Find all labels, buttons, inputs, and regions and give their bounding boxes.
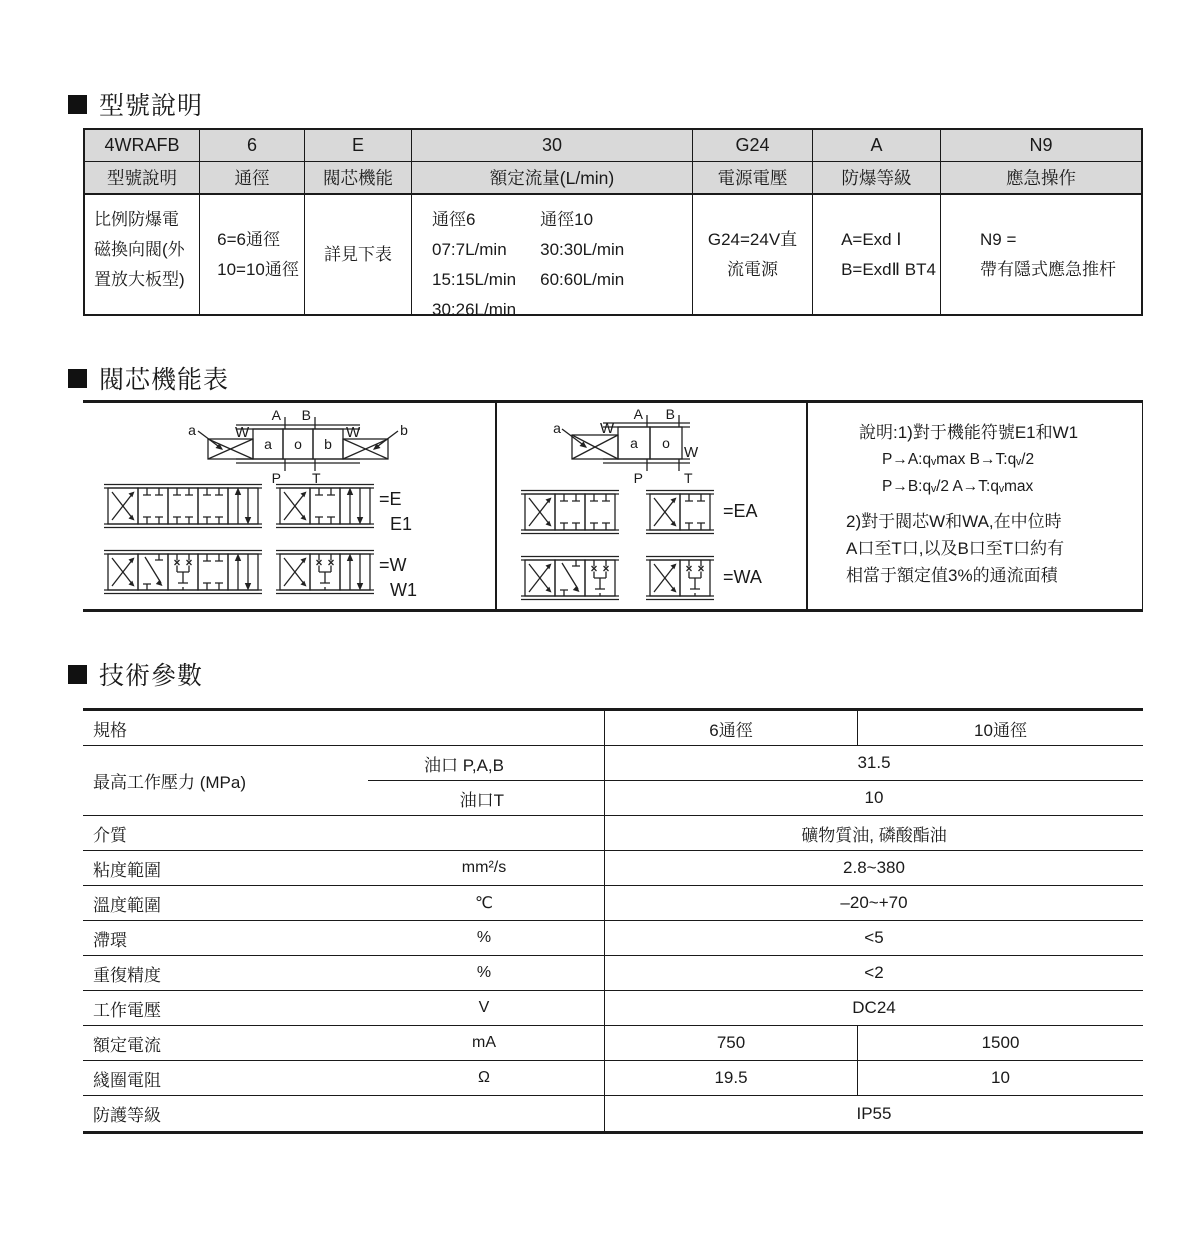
table-row [83,746,1143,816]
code-cell: 4WRAFB [85,130,200,162]
table-row [83,711,1143,746]
port-label: T [312,470,321,486]
param-name: 防護等級 [93,1106,161,1125]
model-code-table [83,128,1143,319]
spool-note-cell: 詳見下表 [305,195,412,314]
flow-line: 60:60L/min [540,270,625,289]
spring-label: W [346,424,361,441]
column-header-size6: 6通徑 [605,711,858,745]
section-title: 型號說明 [99,92,204,120]
param-name: 額定電流 [93,1035,161,1055]
section-heading-spool [68,360,229,396]
label-cell: 電源電壓 [693,162,813,195]
table-row [83,921,1143,956]
note-line: 說明:1)對于機能符號E1和W1 [859,423,1079,442]
position-label: a [264,436,272,452]
size-option: 10=10通徑 [217,259,299,279]
param-value: 礦物質油, 磷酸酯油 [801,825,947,845]
spool-symbol-w-long [103,549,263,595]
table-row [83,1096,1143,1131]
sub-param-name: 油口T [368,781,605,815]
column-divider [495,403,497,609]
table-row [83,886,1143,921]
port-label: B [301,407,311,423]
spool-symbol-ea-long [520,489,620,535]
spool-symbol-e-long [103,483,263,529]
param-value: 10 [864,788,884,807]
flow-line: 15:15L/min [432,270,517,289]
param-value: 31.5 [857,753,891,772]
spool-code-wa: =WA [723,567,762,587]
table-row [83,991,1143,1026]
spool-symbol-wa-long [520,555,620,601]
param-value: <2 [864,963,884,982]
param-unit: mA [472,1034,496,1051]
label-cell: 防爆等級 [813,162,941,195]
spool-code-line: W1 [390,580,417,600]
param-value: 2.8~380 [843,858,905,877]
flow-options-cell [412,195,693,319]
label-cell: 型號說明 [85,162,200,195]
param-name: 介質 [93,825,127,845]
port-label: A [633,406,643,422]
param-name: 溫度範圍 [93,895,161,915]
param-value: <5 [864,928,884,947]
param-name: 重復精度 [93,965,161,985]
section-marker-icon [68,95,87,114]
label-cell: 閥芯機能 [305,162,412,195]
param-value-size10: 1500 [981,1033,1020,1052]
tech-parameters-table [83,708,1143,1134]
solenoid-label: a [188,422,196,438]
table-row [83,816,1143,851]
position-label: o [294,436,302,452]
note-line: 相當于額定值3%的通流面積 [846,566,1058,585]
voltage-cell [693,195,813,314]
spool-code-line: =W [379,555,407,575]
flow-line: 通徑10 [540,210,594,229]
section-marker-icon [68,665,87,684]
flow-size6-list [432,205,516,325]
code-cell: A [813,130,941,162]
flow-line: 30:26L/min [432,300,517,319]
port-label: A [271,407,281,423]
column-header-size10: 10通徑 [974,720,1027,740]
spool-code-e [379,487,412,537]
spool-code-line: =E [379,489,402,509]
table-subrow [368,781,1143,815]
emergency-line: N9 = [980,229,1017,249]
product-description-cell: 比例防爆電磁換向閥(外置放大板型) [85,195,200,314]
code-cell: N9 [941,130,1141,162]
position-label: b [324,436,332,452]
code-cell: E [305,130,412,162]
code-cell: 6 [200,130,305,162]
valve-schematic-3pos [178,407,418,487]
column-divider [806,403,808,609]
position-label: o [662,435,670,451]
note-line: P→B:qᵥ/2 A→T:qᵥmax [882,478,1034,495]
solenoid-label: b [400,422,408,438]
param-unit: % [476,929,492,946]
spool-code-w [379,553,417,603]
solenoid-label: a [553,420,561,436]
section-title: 閥芯機能表 [99,366,230,394]
spool-symbol-wa-short [645,555,715,601]
param-name: 工作電壓 [93,1000,161,1020]
table-row [83,1026,1143,1061]
size-option: 6=6通徑 [217,229,280,249]
note-line: 2)對于閥芯W和WA,在中位時 [846,512,1062,531]
param-value-size6: 19.5 [605,1061,858,1095]
explosion-line: B=ExdⅡ BT4 [841,259,936,279]
emergency-line: 帶有隱式應急推杆 [980,259,1116,279]
section-heading-tech [68,656,203,692]
spool-notes [846,419,1138,589]
spool-symbol-w-short [275,549,375,595]
param-value: –20~+70 [840,893,908,912]
table-row [83,956,1143,991]
voltage-line: 流電源 [727,259,778,279]
port-label: P [271,470,281,486]
emergency-cell [941,195,1141,314]
spool-symbol-ea-short [645,489,715,535]
spool-function-table [83,400,1143,612]
param-unit: % [476,964,492,981]
section-title: 技術參數 [99,662,204,690]
label-cell: 通徑 [200,162,305,195]
voltage-line: G24=24V直 [707,229,798,249]
note-line: P→A:qᵥmax B→T:qᵥ/2 [882,451,1035,468]
table-row [83,1061,1143,1096]
spool-symbol-e-short [275,483,375,529]
param-value-size6: 750 [605,1026,858,1060]
param-name: 最高工作壓力 (MPa) [93,773,246,792]
spring-label: W [600,420,615,437]
param-unit: Ω [478,1069,490,1086]
explosion-line: A=Exd Ⅰ [841,229,902,249]
param-unit: ℃ [475,895,493,912]
table-row [83,851,1143,886]
table-subrow [368,746,1143,781]
size-options-cell [200,195,305,314]
flow-line: 07:7L/min [432,240,507,259]
flow-line: 30:30L/min [540,240,625,259]
param-value: IP55 [856,1103,892,1123]
port-label: T [684,470,693,485]
spool-code-ea: =EA [723,501,758,521]
param-value: DC24 [852,998,896,1017]
param-unit: V [478,999,490,1016]
valve-schematic-2pos [548,405,748,485]
spring-label: W [235,424,250,441]
spool-code-line: E1 [390,514,413,534]
param-value-size10: 10 [991,1068,1010,1087]
port-label: P [633,470,643,485]
note-line: A口至T口,以及B口至T口約有 [846,539,1065,558]
port-label: B [665,406,675,422]
position-label: a [630,435,638,451]
param-name: 滯環 [93,930,127,950]
section-marker-icon [68,369,87,388]
param-unit: mm²/s [461,859,507,876]
flow-size10-list [540,205,624,295]
label-cell: 應急操作 [941,162,1141,195]
section-heading-model [68,86,203,122]
param-name: 規格 [93,720,127,740]
flow-line: 通徑6 [432,210,476,229]
spring-label: W [684,444,699,461]
param-name: 粘度範圍 [93,860,161,880]
label-cell: 額定流量(L/min) [412,162,693,195]
sub-param-name: 油口 P,A,B [368,746,605,780]
code-cell: 30 [412,130,693,162]
param-name: 綫圈電阻 [93,1070,161,1090]
code-cell: G24 [693,130,813,162]
explosion-class-cell [813,195,941,314]
